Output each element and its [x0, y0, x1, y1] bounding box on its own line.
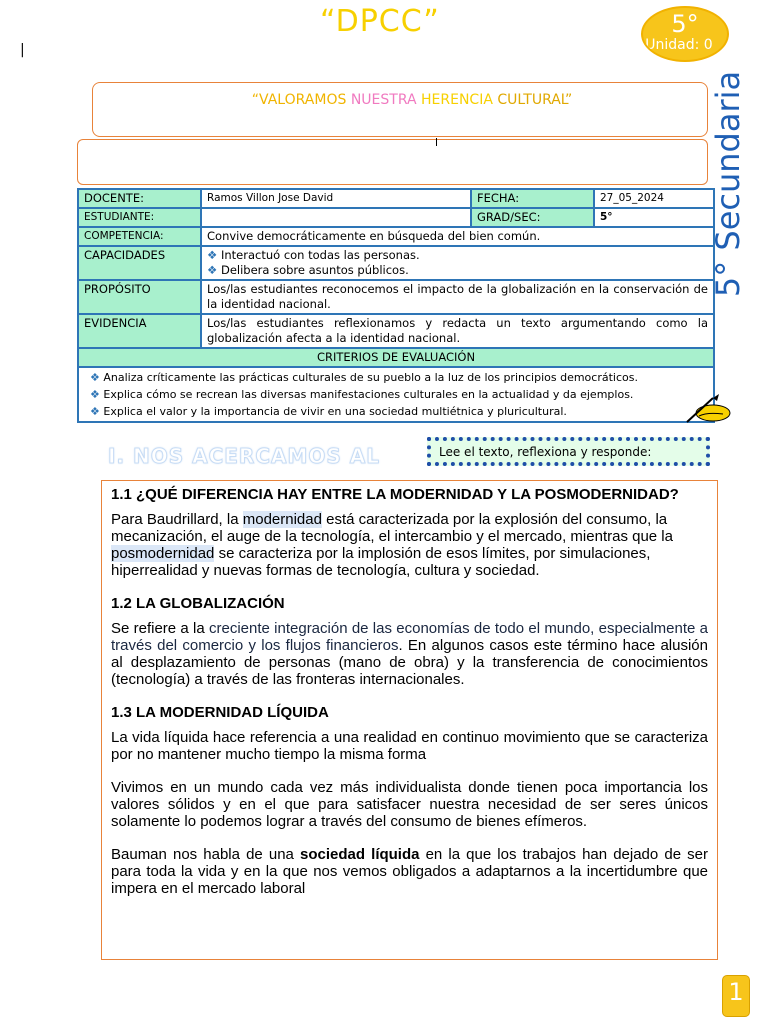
criterios-header: CRITERIOS DE EVALUACIÓN	[78, 348, 714, 367]
title-word-4: CULTURAL	[497, 92, 565, 108]
text-span: . En algunos casos este término hace alusión al desplazamiento de personas (mano de obra) y la transferencia de conocimientos (tecnología) a través de las fronteras internacionales.	[111, 637, 708, 688]
level-text: 5° Secundaria	[709, 70, 747, 298]
close-quote: ”	[564, 92, 573, 108]
criterios-list	[78, 367, 714, 422]
title-word-1: VALORAMOS	[259, 92, 347, 108]
docente-value[interactable]: Ramos Villon Jose David	[201, 189, 471, 208]
grade-badge	[641, 6, 729, 62]
capacidad-item	[207, 248, 708, 263]
diamond-bullet-icon: ❖	[207, 248, 218, 262]
text-span: en la que los trabajos han dejado de ser para toda la vida y en la que nos vemos obligados a adaptarnos a la incertidumbre que impera en el mercado laboral	[111, 846, 708, 897]
reading-content	[101, 480, 718, 960]
heading-1-1: 1.1 ¿QUÉ DIFERENCIA HAY ENTRE LA MODERNIDAD Y LA POSMODERNIDAD?	[111, 486, 679, 503]
section-heading: I. NOS ACERCAMOS AL	[108, 444, 380, 468]
definition-link-text: creciente integración de las economías de todo el mundo, especialmente a través del comercio y los flujos financieros	[111, 620, 708, 654]
proposito-label: PROPÓSITO	[78, 280, 201, 314]
estudiante-label: ESTUDIANTE:	[78, 208, 201, 227]
highlight-modernidad: modernidad	[242, 511, 322, 528]
session-title	[93, 92, 707, 108]
capacidad-item	[207, 263, 708, 278]
fecha-value[interactable]: 27_05_2024	[594, 189, 714, 208]
text-span: Bauman nos habla de una	[111, 846, 301, 863]
docente-label: DOCENTE:	[78, 189, 201, 208]
capacidad-text: Delibera sobre asuntos públicos.	[220, 263, 409, 277]
text-span: está caracterizada por la explosión del consumo, la mecanización, el auge de la tecnología, el intercambio y el mercado, mientras que la	[111, 511, 673, 545]
title-word-3: HERENCIA	[421, 92, 493, 108]
fecha-label: FECHA:	[471, 189, 594, 208]
text-cursor: |	[20, 42, 25, 58]
criterio-item	[84, 403, 708, 420]
grade-value: 5°	[671, 10, 699, 38]
highlight-posmodernidad: posmodernidad	[111, 545, 215, 562]
title-word-2: NUESTRA	[350, 92, 417, 108]
criterio-item	[84, 369, 708, 386]
criterio-text: Explica cómo se recrean las diversas manifestaciones culturales en la actualidad y da ejemplos.	[103, 388, 634, 401]
pen-writing-icon	[683, 392, 733, 426]
paragraph-globalizacion	[111, 620, 708, 688]
blank-box	[77, 139, 708, 185]
evidencia-value: Los/las estudiantes reflexionamos y redacta un texto argumentando como la globalización afecta a la identidad nacional.	[201, 314, 714, 348]
evidencia-label: EVIDENCIA	[78, 314, 201, 348]
capacidades-list	[201, 246, 714, 280]
open-quote: “	[251, 92, 260, 108]
paragraph-modernidad	[111, 511, 708, 579]
heading-1-3: 1.3 LA MODERNIDAD LÍQUIDA	[111, 704, 329, 721]
diamond-bullet-icon: ❖	[90, 405, 100, 418]
capacidad-text: Interactuó con todas las personas.	[220, 248, 420, 262]
text-span: Se refiere a la	[111, 620, 210, 637]
session-title-box	[92, 82, 708, 137]
gradsec-label: GRAD/SEC:	[471, 208, 594, 227]
session-info-table	[77, 188, 715, 423]
paragraph-vida-liquida: La vida líquida hace referencia a una realidad en continuo movimiento que se caracteriza por no mantener mucho tiempo la misma forma	[111, 729, 708, 763]
bold-term: sociedad líquida	[300, 846, 420, 863]
paragraph-bauman	[111, 846, 708, 897]
diamond-bullet-icon: ❖	[207, 263, 218, 277]
diamond-bullet-icon: ❖	[90, 388, 100, 401]
heading-1-2: 1.2 LA GLOBALIZACIÓN	[111, 595, 285, 612]
criterio-text: Explica el valor y la importancia de vivir en una sociedad multiétnica y pluricultural.	[103, 405, 567, 418]
text-span: se caracteriza por la implosión de esos límites, por simulaciones, hiperrealidad y nuevas formas de tecnología, cultura y sociedad.	[111, 545, 651, 579]
tick-mark	[436, 138, 437, 146]
criterio-text: Analiza críticamente las prácticas culturales de su pueblo a la luz de los principios democráticos.	[103, 371, 638, 384]
capacidades-label: CAPACIDADES	[78, 246, 201, 280]
paragraph-individualismo: Vivimos en un mundo cada vez más individualista donde tienen poca importancia los valores sólidos y en el que para satisfacer nuestra necesidad de ser seres únicos solamente lo podemos lograr a través del consumo de bienes efímeros.	[111, 779, 708, 830]
criterio-item	[84, 386, 708, 403]
unit-label: Unidad: 0	[645, 37, 713, 53]
estudiante-value[interactable]	[201, 208, 471, 227]
text-span: Para Baudrillard, la	[111, 511, 243, 528]
gradsec-value[interactable]: 5°	[594, 208, 714, 227]
diamond-bullet-icon: ❖	[90, 371, 100, 384]
proposito-value: Los/las estudiantes reconocemos el impacto de la globalización en la conservación de la identidad nacional.	[201, 280, 714, 314]
competencia-value: Convive democráticamente en búsqueda del bien común.	[201, 227, 714, 246]
page-number-badge: 1	[722, 975, 750, 1017]
page-title: “DPCC”	[320, 4, 440, 39]
instruction-box: Lee el texto, reflexiona y responde:	[427, 437, 710, 466]
competencia-label: COMPETENCIA:	[78, 227, 201, 246]
